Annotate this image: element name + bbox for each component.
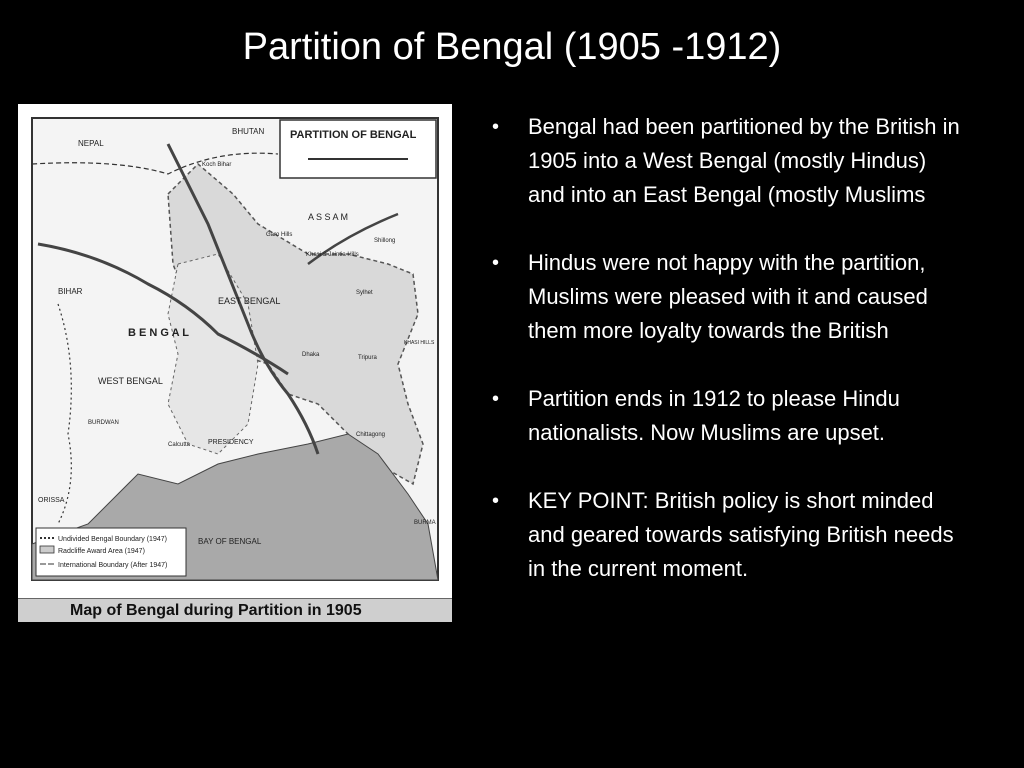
bullet-item [490, 484, 960, 586]
label-burma: BURMA [414, 520, 436, 526]
label-shillong: Shillong [374, 238, 396, 244]
label-tripura: Tripura [358, 355, 377, 361]
label-nepal: NEPAL [78, 139, 104, 148]
bullet-text: Hindus were not happy with the partition, Muslims were pleased with it and caused them more loyalty towards the British [528, 250, 928, 343]
label-calcutta: Calcutta [168, 442, 191, 448]
legend-item-3: International Boundary (After 1947) [58, 562, 168, 569]
bullet-icon: • [492, 252, 500, 274]
map-caption: Map of Bengal during Partition in 1905 [18, 598, 452, 622]
bullet-text: KEY POINT: British policy is short minded and geared towards satisfying British needs in the current moment. [528, 488, 954, 581]
label-koch-bihar: Koch Bihar [202, 162, 232, 168]
label-bay-of-bengal: BAY OF BENGAL [198, 537, 262, 546]
label-west-bengal: WEST BENGAL [98, 376, 163, 386]
bullet-item [490, 382, 960, 450]
label-dhaka: Dhaka [302, 352, 320, 358]
bullet-list [490, 110, 960, 620]
bullet-item [490, 246, 960, 348]
label-khasi: KHASI HILLS [404, 340, 435, 346]
bengal-map-figure [18, 104, 452, 622]
label-bengal: B E N G A L [128, 327, 189, 339]
label-burdwan: BURDWAN [88, 420, 119, 426]
label-bihar: BIHAR [58, 287, 83, 296]
label-presidency: PRESIDENCY [208, 439, 254, 446]
bengal-map [18, 104, 452, 598]
legend-swatch-area [40, 546, 54, 553]
legend-item-1: Undivided Bengal Boundary (1947) [58, 536, 167, 543]
label-east-bengal: EAST BENGAL [218, 296, 281, 306]
bullet-icon: • [492, 388, 500, 410]
label-khasi-hills: Khasi & Jaintia Hills [306, 252, 359, 258]
bullet-text: Bengal had been partitioned by the British in 1905 into a West Bengal (mostly Hindus) and into an East Bengal (mostly Muslims [528, 114, 960, 207]
label-bhutan: BHUTAN [232, 127, 265, 136]
bullet-text: Partition ends in 1912 to please Hindu nationalists. Now Muslims are upset. [528, 386, 900, 445]
label-orissa: ORISSA [38, 497, 65, 504]
label-assam: A S S A M [308, 212, 349, 222]
slide-title: Partition of Bengal (1905 -1912) [242, 26, 782, 68]
label-sylhet: Sylhet [356, 290, 373, 296]
inset-title: PARTITION OF BENGAL [290, 129, 417, 141]
label-garo-hills: Garo Hills [266, 232, 293, 238]
bullet-icon: • [492, 490, 500, 512]
bullet-item [490, 110, 960, 212]
bullet-icon: • [492, 116, 500, 138]
legend-item-2: Radcliffe Award Area (1947) [58, 548, 145, 555]
label-chittagong: Chittagong [356, 432, 386, 438]
